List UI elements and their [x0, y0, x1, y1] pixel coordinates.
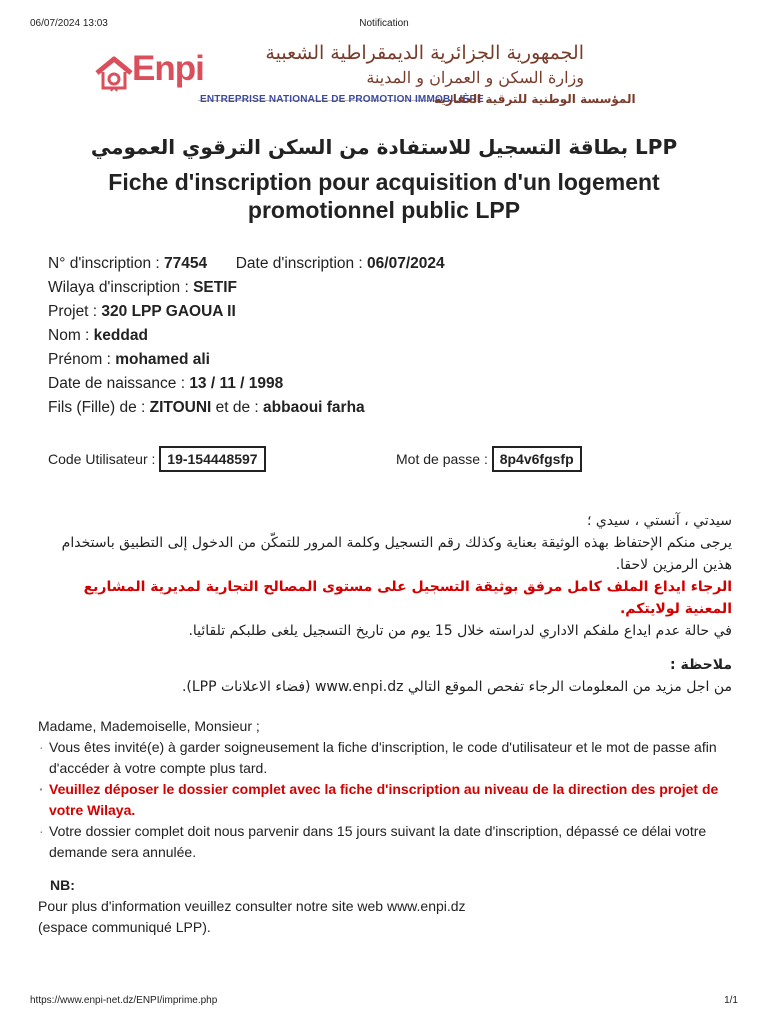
print-datetime: 06/07/2024 13:03: [30, 18, 108, 29]
header-republic-ar: الجمهورية الجزائرية الديمقراطية الشعبية: [265, 42, 584, 64]
wilaya-label: Wilaya d'inscription :: [48, 279, 194, 296]
user-code-value: 19-154448597: [159, 446, 265, 472]
projet-row: [48, 303, 236, 321]
naissance-value: 13 / 11 / 1998: [189, 375, 284, 392]
header-company-fr: ENTREPRISE NATIONALE DE PROMOTION IMMOBILIÈRE: [200, 94, 484, 105]
french-instruction-1: · Vous êtes invité(e) à garder soigneusement la fiche d'inscription, le code d'utilisateur et le mot de passe afin d'accéder à votre compte plus tard.: [49, 737, 728, 779]
prenom-value: mohamed ali: [115, 351, 210, 368]
header-company-ar: المؤسسة الوطنية للترقية العقارية: [434, 92, 636, 106]
prenom-row: [48, 351, 210, 369]
arabic-paragraph-2: الرجاء ايداع الملف كامل مرفق بوثيقة التسجيل على مستوى المصالح التجارية لمديرية المشاريع المعنية لولايتكم.: [83, 579, 732, 617]
nom-row: [48, 327, 148, 345]
arabic-note-text: من اجل مزيد من المعلومات الرجاء تفحص الموقع التالي www.enpi.dz (فضاء الاعلانات LPP).: [181, 679, 732, 695]
print-page-title: Notification: [359, 18, 409, 29]
parents-row: [48, 399, 365, 417]
logo-text: Enpi: [132, 49, 204, 88]
french-instructions-list: [38, 737, 728, 863]
house-icon: [94, 54, 134, 94]
inscription-date-value: 06/07/2024: [367, 255, 445, 272]
french-instruction-3: · Votre dossier complet doit nous parvenir dans 15 jours suivant la date d'inscription, dépassé ce délai votre demande sera annulée.: [49, 821, 728, 863]
prenom-label: Prénom :: [48, 351, 116, 368]
inscription-number-label: N° d'inscription :: [48, 255, 164, 272]
arabic-greeting: سيدتي ، آنستي ، سيدي ؛: [586, 513, 732, 529]
naissance-label: Date de naissance :: [48, 375, 190, 392]
arabic-notice: [42, 510, 732, 698]
arabic-paragraph-1: يرجى منكم الإحتفاظ بهذه الوثيقة بعناية وكذلك رقم التسجيل وكلمة المرور للتمكّن من الدخول إلى التطبيق باستخدام هذين الرمزين لاحقا.: [61, 535, 732, 573]
et-de-label: et de :: [211, 399, 264, 416]
wilaya-row: [48, 279, 237, 297]
password-label: Mot de passe :: [396, 451, 492, 467]
projet-value: 320 LPP GAOUA II: [101, 303, 236, 320]
arabic-paragraph-3: في حالة عدم ايداع ملفكم الاداري لدراسته خلال 15 يوم من تاريخ التسجيل يلغى طلبكم تلقائيا.: [188, 623, 732, 639]
nb-title: NB:: [50, 877, 75, 893]
password-row: [396, 446, 582, 472]
french-instruction-2: · Veuillez déposer le dossier complet avec la fiche d'inscription au niveau de la direction des projet de votre Wilaya.: [49, 779, 728, 821]
projet-label: Projet :: [48, 303, 102, 320]
nom-label: Nom :: [48, 327, 94, 344]
arabic-note-title: ملاحظة :: [670, 657, 732, 673]
enpi-logo: [94, 49, 204, 96]
nb-line-2: (espace communiqué LPP).: [38, 919, 211, 935]
father-name-value: ZITOUNI: [149, 399, 212, 416]
user-code-row: [48, 446, 266, 472]
french-greeting: Madame, Mademoiselle, Monsieur ;: [38, 718, 260, 734]
footer-url: https://www.enpi-net.dz/ENPI/imprime.php: [30, 995, 218, 1006]
user-code-label: Code Utilisateur :: [48, 451, 160, 467]
parents-label: Fils (Fille) de :: [48, 399, 150, 416]
footer-page-number: 1/1: [724, 995, 738, 1006]
page-title-fr: Fiche d'inscription pour acquisition d'un logement promotionnel public LPP: [108, 169, 660, 223]
inscription-number-value: 77454: [163, 255, 208, 272]
mother-name-value: abbaoui farha: [263, 399, 365, 416]
password-value: 8p4v6fgsfp: [492, 446, 582, 472]
nom-value: keddad: [93, 327, 148, 344]
inscription-date-label: Date d'inscription :: [235, 255, 368, 272]
naissance-row: [48, 375, 283, 393]
inscription-row: [48, 255, 445, 273]
page-title-ar: بطاقة التسجيل للاستفادة من السكن الترقوي العمومي LPP: [90, 135, 678, 159]
header-ministry-ar: وزارة السكن و العمران و المدينة: [366, 68, 584, 87]
nb-line-1: Pour plus d'information veuillez consulter notre site web www.enpi.dz: [38, 898, 466, 914]
french-notice: [38, 716, 728, 938]
wilaya-value: SETIF: [193, 279, 238, 296]
